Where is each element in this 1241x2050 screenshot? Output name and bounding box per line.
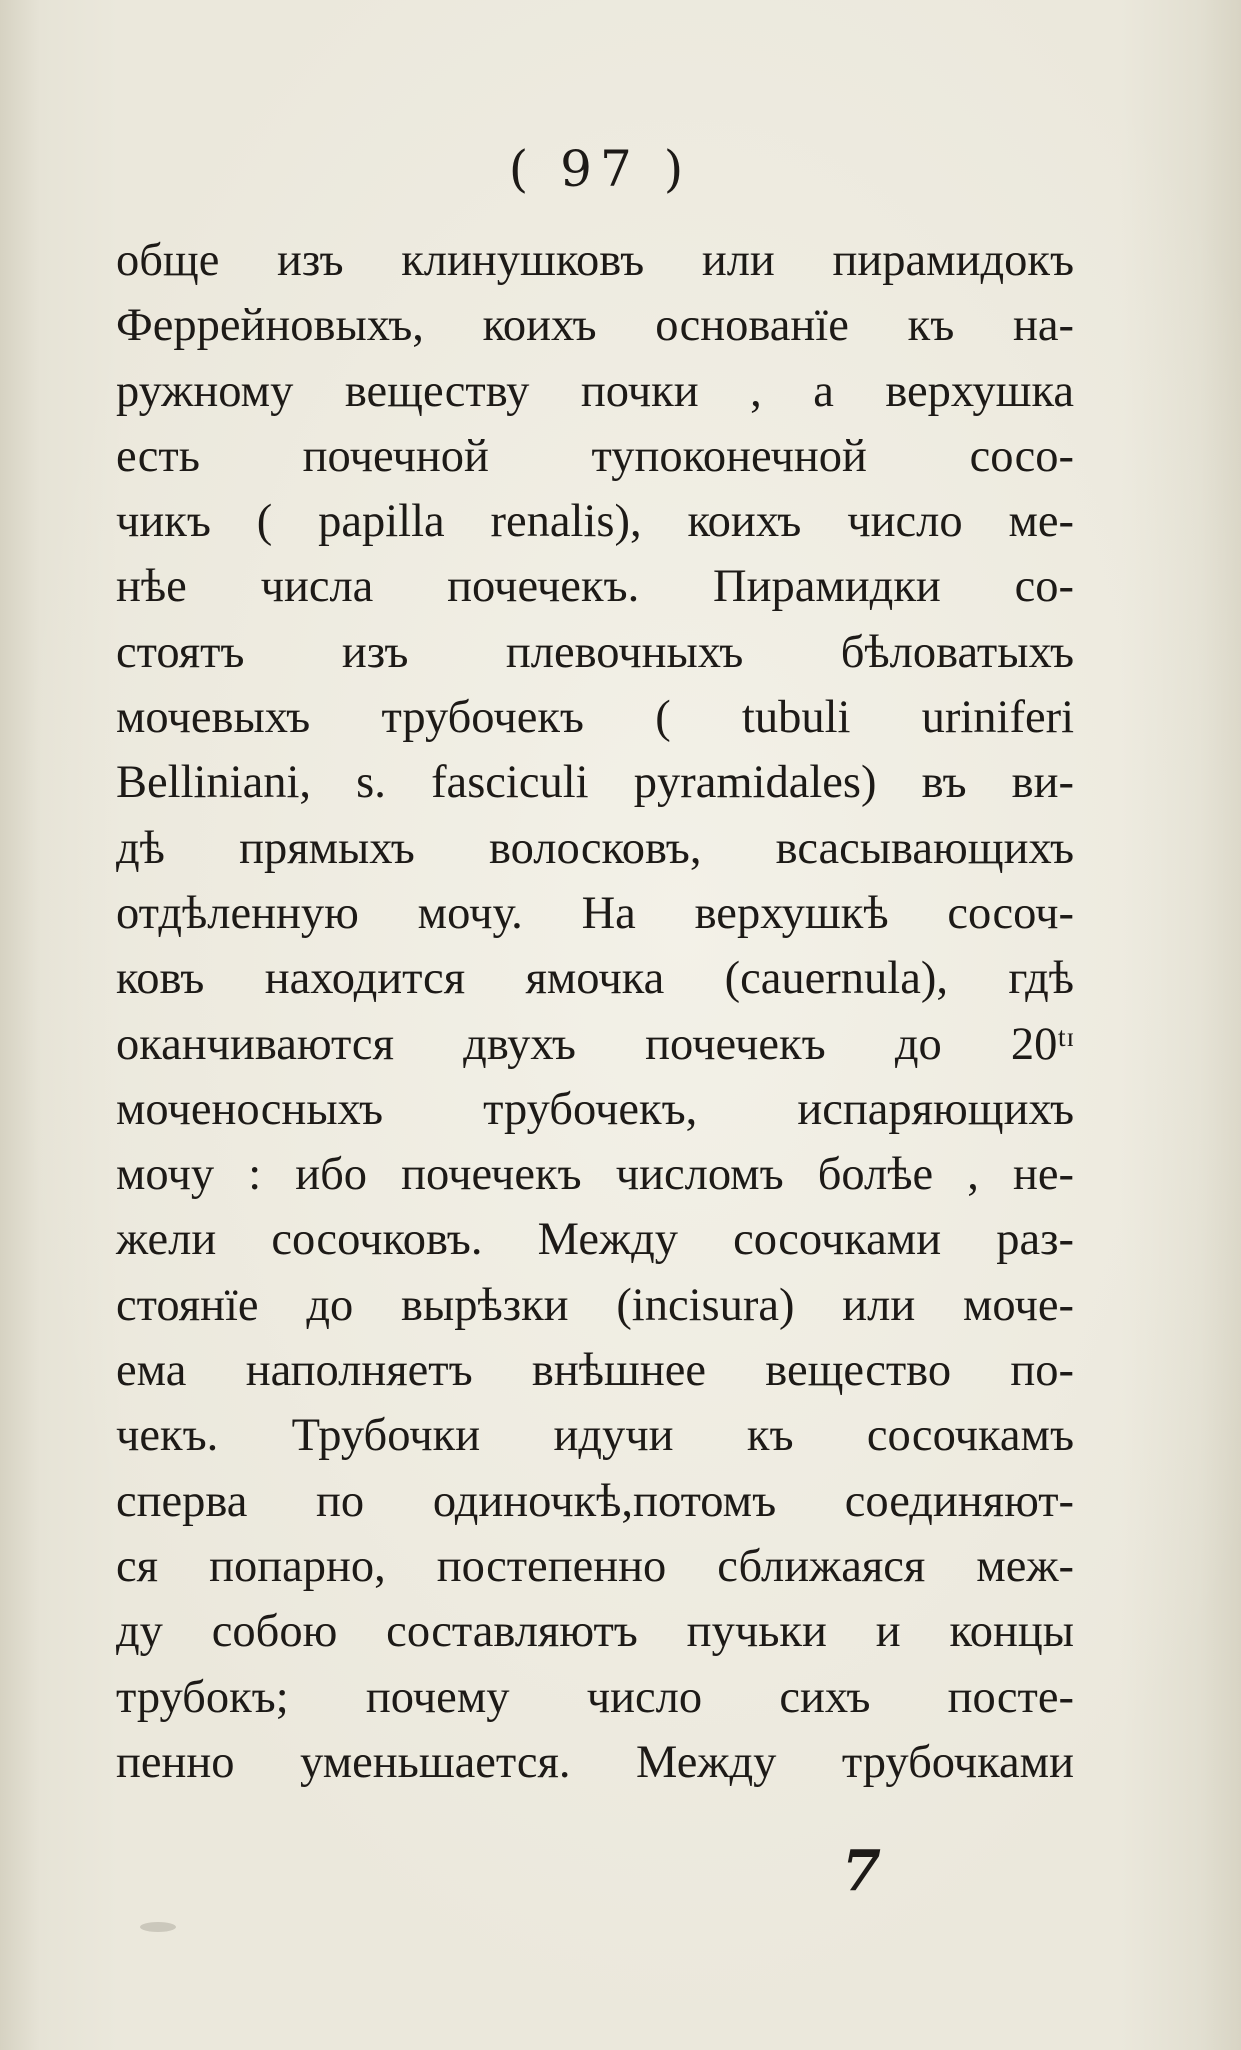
signature-mark: 7 [842, 1838, 881, 1904]
text-line: ружному веществу почки , а верхушка [116, 365, 1074, 417]
text-line: ковъ находится ямочка (cauernula), гдѣ [116, 953, 1074, 1005]
text-line: ся попарно, постепенно сближаяся меж- [116, 1540, 1074, 1592]
text-line: пенно уменьшается. Между трубочками [116, 1736, 1074, 1788]
text-line: есть почечной тупоконечной сосо- [116, 430, 1074, 482]
text-line: ема наполняетъ внѣшнее вещество по- [116, 1345, 1074, 1397]
text-line: сперва по одиночкѣ,потомъ соединяют- [116, 1475, 1074, 1527]
page-number: ( 97 ) [508, 140, 692, 198]
text-line: Belliniani, s. fasciculi pyramidales) въ ви- [116, 757, 1074, 809]
text-line: оканчиваются двухъ почечекъ до 20ᵗᶦ [116, 1018, 1074, 1070]
text-line: отдѣленную мочу. На верхушкѣ сосоч- [116, 887, 1074, 939]
text-line: трубокъ; почему число сихъ посте- [116, 1671, 1074, 1723]
text-line: мочевыхъ трубочекъ ( tubuli uriniferi [116, 692, 1074, 744]
text-line: жели сосочковъ. Между сосочками раз- [116, 1214, 1074, 1266]
text-line: моченосныхъ трубочекъ, испаряющихъ [116, 1083, 1074, 1135]
body-text [116, 228, 1074, 1795]
text-line: нѣе числа почечекъ. Пирамидки со- [116, 561, 1074, 613]
text-line: чекъ. Трубочки идучи къ сосочкамъ [116, 1410, 1074, 1462]
text-line: дѣ прямыхъ волосковъ, всасывающихъ [116, 822, 1074, 874]
text-line: мочу : ибо почечекъ числомъ болѣе , не- [116, 1149, 1074, 1201]
ink-smudge [140, 1922, 176, 1932]
text-line: стоятъ изъ плевочныхъ бѣловатыхъ [116, 626, 1074, 678]
text-line: ду собою составляютъ пучьки и концы [116, 1606, 1074, 1658]
text-line: Феррейновыхъ, коихъ основанïе къ на- [116, 300, 1074, 352]
text-line: стоянïе до вырѣзки (incisura) или моче- [116, 1279, 1074, 1331]
text-line: чикъ ( papilla renalis), коихъ число ме- [116, 496, 1074, 548]
text-line: общe изъ клинушковъ или пирамидокъ [116, 235, 1074, 286]
